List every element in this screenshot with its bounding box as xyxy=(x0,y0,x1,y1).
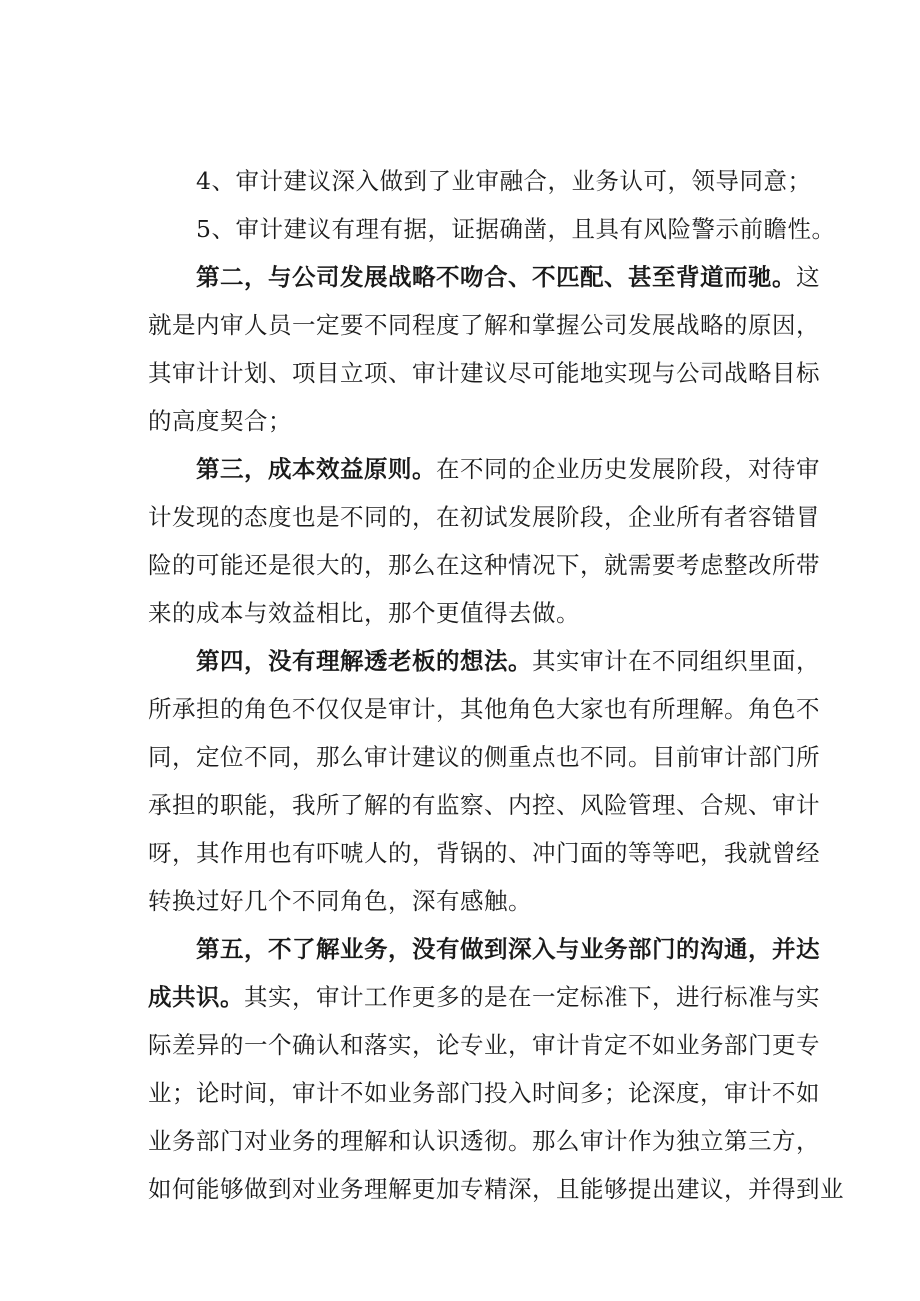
line-text: 险的可能还是很大的，那么在这种情况下，就需要考虑整改所带 xyxy=(148,551,820,579)
section-heading-fifth: 第五，不了解业务，没有做到深入与业务部门的沟通，并达 xyxy=(196,935,820,963)
line-text: 同，定位不同，那么审计建议的侧重点也不同。目前审计部门所 xyxy=(148,743,820,771)
paragraph-line xyxy=(148,549,820,581)
line-text: 际差异的一个确认和落实，论专业，审计肯定不如业务部门更专 xyxy=(148,1031,820,1059)
line-text: 的高度契合； xyxy=(148,407,292,435)
line-text: 其审计计划、项目立项、审计建议尽可能地实现与公司战略目标 xyxy=(148,359,820,387)
paragraph-line xyxy=(148,837,820,869)
line-text: 所承担的角色不仅仅是审计，其他角色大家也有所理解。角色不 xyxy=(148,695,820,723)
paragraph-line xyxy=(196,645,820,677)
paragraph-line xyxy=(148,741,820,773)
paragraph-line xyxy=(148,1173,844,1205)
line-text: 承担的职能，我所了解的有监察、内控、风险管理、合规、审计 xyxy=(148,791,820,819)
section-heading-second: 第二，与公司发展战略不吻合、不匹配、甚至背道而驰。 xyxy=(196,263,796,291)
paragraph-line xyxy=(148,501,820,533)
paragraph-line xyxy=(148,597,800,629)
line-text: 5、审计建议有理有据，证据确凿，且具有风险警示前瞻性。 xyxy=(196,215,836,243)
paragraph-line xyxy=(148,693,820,725)
paragraph-line xyxy=(196,165,812,197)
line-text: 来的成本与效益相比，那个更值得去做。 xyxy=(148,599,580,627)
paragraph-line xyxy=(148,1077,820,1109)
paragraph-line xyxy=(196,213,836,245)
paragraph-line xyxy=(148,405,800,437)
section-heading-third: 第三，成本效益原则。 xyxy=(196,455,436,483)
section-heading-fifth-cont: 成共识。 xyxy=(148,983,244,1011)
paragraph-line xyxy=(196,453,820,485)
line-text: 在不同的企业历史发展阶段，对待审 xyxy=(436,455,820,483)
paragraph-line xyxy=(148,1029,820,1061)
paragraph-line xyxy=(148,357,820,389)
line-text: 业；论时间，审计不如业务部门投入时间多；论深度，审计不如 xyxy=(148,1079,820,1107)
paragraph-line xyxy=(148,309,820,341)
line-text: 其实，审计工作更多的是在一定标准下，进行标准与实 xyxy=(244,983,820,1011)
paragraph-line xyxy=(148,1125,820,1157)
line-text: 计发现的态度也是不同的，在初试发展阶段，企业所有者容错冒 xyxy=(148,503,820,531)
line-text: 这 xyxy=(796,263,820,291)
paragraph-line xyxy=(148,885,800,917)
line-text: 呀，其作用也有吓唬人的，背锅的、冲门面的等等吧，我就曾经 xyxy=(148,839,820,867)
paragraph-line xyxy=(148,789,820,821)
line-text: 就是内审人员一定要不同程度了解和掌握公司发展战略的原因， xyxy=(148,311,820,339)
line-text: 业务部门对业务的理解和认识透彻。那么审计作为独立第三方， xyxy=(148,1127,820,1155)
line-text: 4、审计建议深入做到了业审融合，业务认可，领导同意； xyxy=(196,167,812,195)
paragraph-line xyxy=(196,261,820,293)
section-heading-fourth: 第四，没有理解透老板的想法。 xyxy=(196,647,532,675)
line-text: 如何能够做到对业务理解更加专精深，且能够提出建议，并得到业 xyxy=(148,1175,844,1203)
paragraph-line xyxy=(196,933,820,965)
line-text: 转换过好几个不同角色，深有感触。 xyxy=(148,887,532,915)
paragraph-line xyxy=(148,981,820,1013)
line-text: 其实审计在不同组织里面， xyxy=(532,647,820,675)
